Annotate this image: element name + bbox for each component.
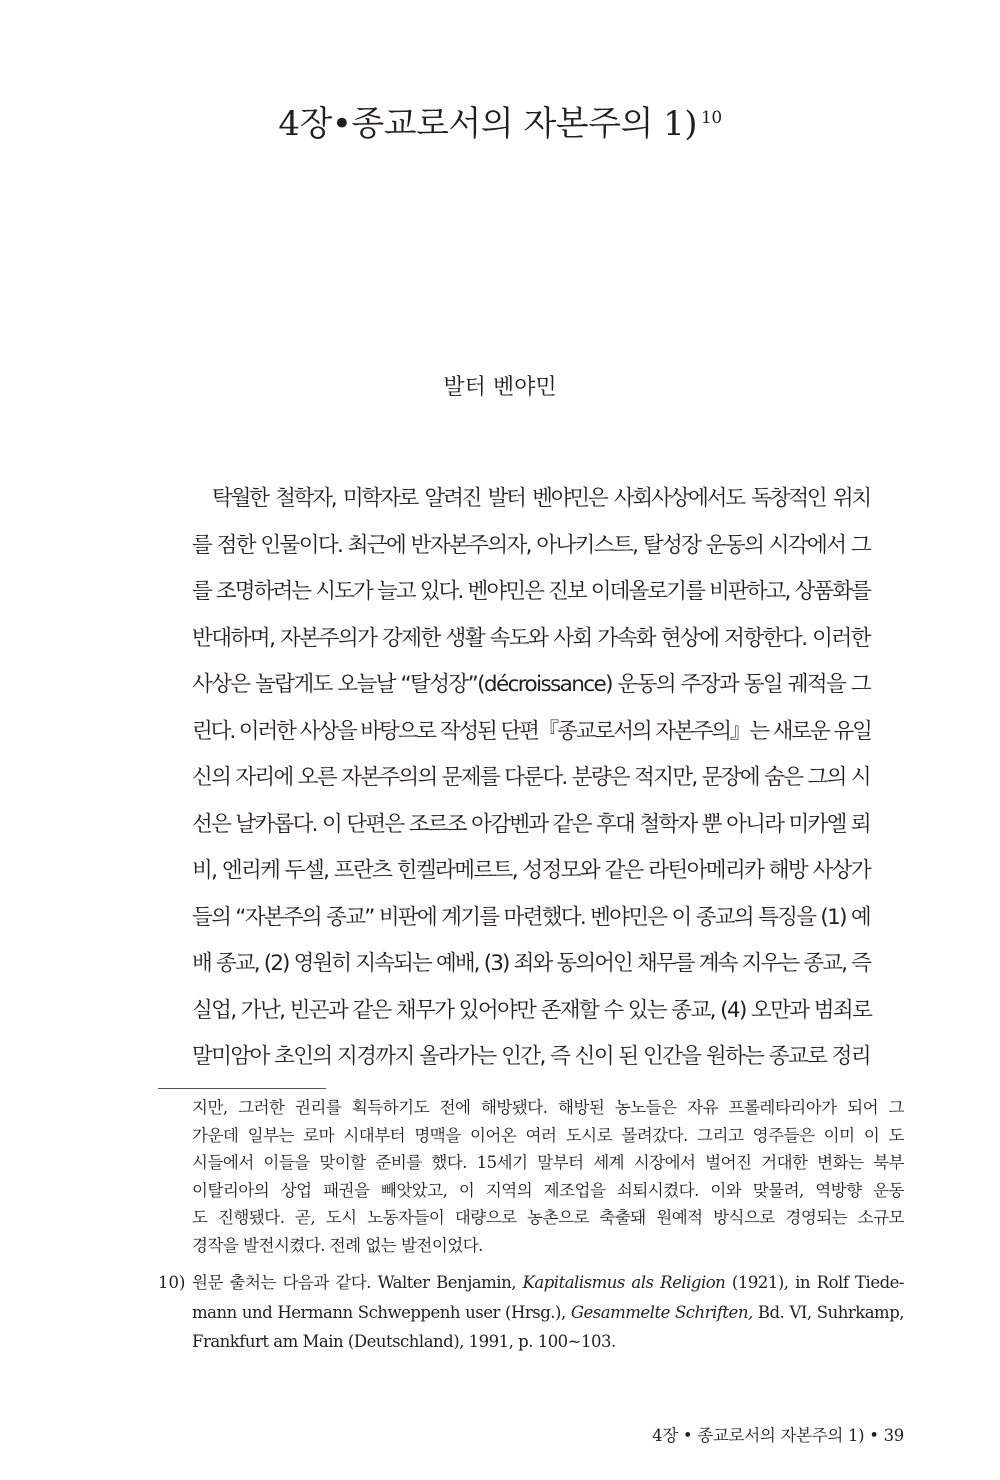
footnote-divider	[158, 1088, 326, 1089]
body-line: 를 조명하려는 시도가 늘고 있다. 벤야민은 진보 이데올로기를 비판하고, 상품화를	[192, 579, 870, 604]
body-line: 린다. 이러한 사상을 바탕으로 작성된 단편『종교로서의 자본주의』는 새로운 유일	[192, 718, 871, 744]
body-line: 비, 엔리케 두셀, 프란츠 힌켈라메르트, 성정모와 같은 라틴아메리카 해방 사상가	[192, 858, 870, 883]
body-line: 사상은 놀랍게도 오늘날 “탈성장”(décroissance) 운동의 주장과 동일 궤적을 그	[192, 672, 870, 697]
body-line: 말미암아 초인의 지경까지 올라가는 인간, 즉 신이 된 인간을 원하는 종교로 정리	[192, 1044, 870, 1069]
body-line: 들의 “자본주의 종교” 비판에 계기를 마련했다. 벤야민은 이 종교의 특징을 (1) 예	[192, 904, 870, 930]
footnote-text: (1921), in Rolf Tiede-	[731, 1273, 904, 1292]
chapter-title: 4장•종교로서의 자본주의 1)	[278, 104, 697, 144]
page-title	[0, 96, 1000, 145]
footnote-line: Frankfurt am Main (Deutschland), 1991, p. 100~103.	[192, 1332, 616, 1351]
footnote-10	[158, 1268, 904, 1357]
body-line: 실업, 가난, 빈곤과 같은 채무가 있어야만 존재할 수 있는 종교, (4) 오만과 범죄로	[192, 997, 872, 1023]
footnote-line: 지만, 그러한 권리를 획득하기도 전에 해방됐다. 해방된 농노들은 자유 프롤레타리아가 되어 그	[192, 1098, 904, 1117]
body-line: 배 종교, (2) 영원히 지속되는 예배, (3) 죄와 동의어인 채무를 계속 지우는 종교, 즉	[192, 951, 870, 976]
author-name: 발터 벤야민	[443, 375, 557, 400]
footnote-line	[192, 1298, 904, 1328]
footnote-text: 원문 출처는 다음과 같다. Walter Benjamin,	[192, 1273, 516, 1292]
footnote-continued	[192, 1094, 904, 1259]
work-title: Gesammelte Schriften,	[570, 1302, 753, 1322]
footnote-line: 경작을 발전시켰다. 전례 없는 발전이었다.	[192, 1235, 483, 1255]
body-line: 신의 자리에 오른 자본주의의 문제를 다룬다. 분량은 적지만, 문장에 숨은 그의 시	[192, 765, 870, 790]
body-line: 반대하며, 자본주의가 강제한 생활 속도와 사회 가속화 현상에 저항한다. 이러한	[192, 625, 870, 651]
footnote-text: mann und Hermann Schweppenh user (Hrsg.),	[192, 1302, 566, 1322]
note-reference: 10	[701, 107, 722, 128]
body-line: 탁월한 철학자, 미학자로 알려진 발터 벤야민은 사회사상에서도 독창적인 위치	[212, 486, 870, 511]
footnote-text: Bd. VI, Suhrkamp,	[757, 1302, 904, 1322]
footnote-line: 이탈리아의 상업 패권을 빼앗았고, 이 지역의 제조업을 쇠퇴시켰다. 이와 맞물려, 역방향 운동	[192, 1180, 904, 1200]
body-paragraph	[192, 476, 870, 1081]
running-footer: 4장 • 종교로서의 자본주의 1) • 39	[652, 1426, 904, 1445]
work-title: Kapitalismus als Religion	[522, 1273, 726, 1292]
body-line: 선은 날카롭다. 이 단편은 조르조 아감벤과 같은 후대 철학자 뿐 아니라 미카엘 뢰	[192, 811, 870, 837]
footnote-line: 도 진행됐다. 곧, 도시 노동자들이 대량으로 농촌으로 축출돼 원예적 방식으로 경영되는 소규모	[192, 1208, 904, 1227]
footnote-line: 시들에서 이들을 맞이할 준비를 했다. 15세기 말부터 세계 시장에서 벌어진 거대한 변화는 북부	[192, 1153, 904, 1172]
footnote-line: 가운데 일부는 로마 시대부터 명맥을 이어온 여러 도시로 몰려갔다. 그리고 영주들은 이미 이 도	[192, 1125, 904, 1145]
body-line: 를 점한 인물이다. 최근에 반자본주의자, 아나키스트, 탈성장 운동의 시각에서 그	[192, 532, 870, 558]
footnote-marker: 10)	[158, 1273, 186, 1292]
footnote-line	[192, 1268, 904, 1298]
